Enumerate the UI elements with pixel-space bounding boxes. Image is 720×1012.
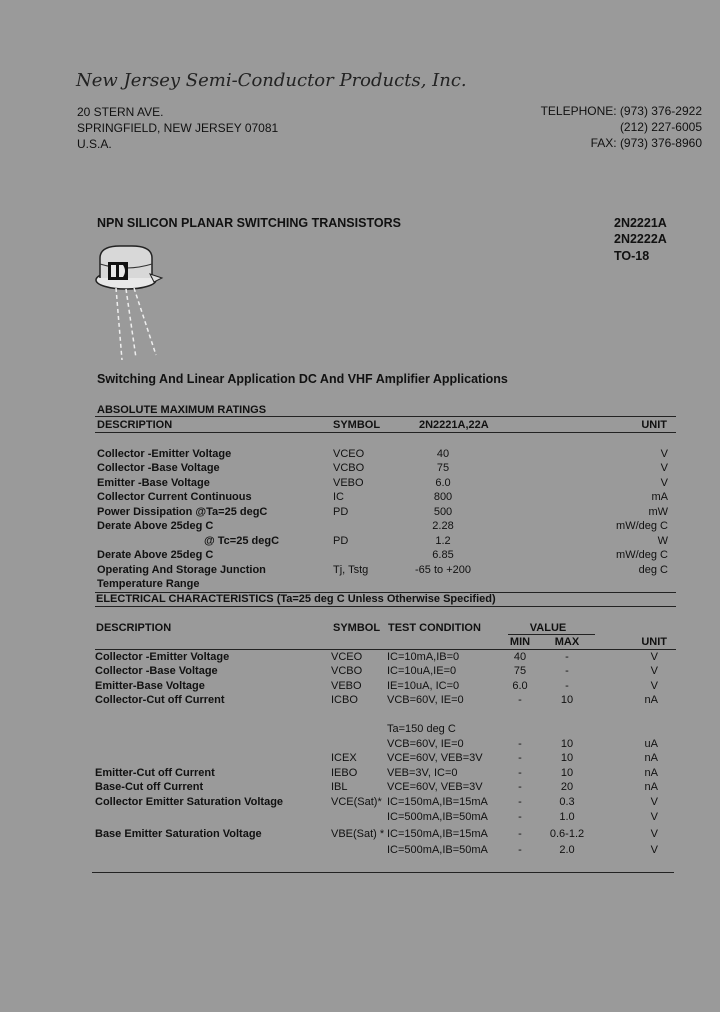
divider [92, 872, 674, 873]
row-test-condition: VCB=60V, IE=0 [387, 738, 464, 750]
product-title: NPN SILICON PLANAR SWITCHING TRANSISTORS [97, 216, 401, 230]
telephone-2: (212) 227-6005 [619, 120, 702, 134]
row-unit: nA [644, 694, 658, 706]
row-symbol: IEBO [331, 767, 358, 779]
row-value: 6.85 [432, 549, 454, 561]
row-value: 75 [436, 462, 450, 474]
row-unit: uA [644, 738, 658, 750]
row-description: Collector Current Continuous [97, 491, 252, 503]
package-type: TO-18 [614, 249, 650, 263]
divider [95, 416, 676, 417]
elec-header-symbol: SYMBOL [333, 622, 381, 634]
row-symbol: ICEX [331, 752, 357, 764]
abs-max-section-title: ABSOLUTE MAXIMUM RATINGS [97, 404, 267, 416]
elec-header-value: VALUE [529, 622, 567, 634]
row-description: Temperature Range [97, 578, 200, 590]
row-unit: V [650, 796, 658, 808]
row-min: 75 [513, 665, 527, 677]
row-symbol: IC [333, 491, 344, 503]
transistor-package-icon [92, 240, 172, 365]
telephone-1: TELEPHONE: (973) 376-2922 [540, 104, 702, 118]
row-value: 2.28 [432, 520, 454, 532]
elec-header-test: TEST CONDITION [388, 622, 481, 634]
address-line-3: U.S.A. [77, 137, 112, 151]
row-unit: V [650, 680, 658, 692]
row-description: Collector Emitter Saturation Voltage [95, 796, 284, 808]
abs-header-symbol: SYMBOL [333, 419, 381, 431]
abs-header-value: 2N2221A,22A [419, 419, 489, 431]
row-test-condition: VCE=60V, VEB=3V [387, 781, 483, 793]
row-max: - [565, 665, 569, 677]
row-description: Operating And Storage Junction [97, 564, 266, 576]
row-symbol: Tj, Tstg [333, 564, 369, 576]
row-description: Base Emitter Saturation Voltage [95, 828, 262, 840]
divider [95, 606, 676, 607]
row-max: 10 [560, 738, 574, 750]
elec-header-min: MIN [509, 636, 531, 648]
row-unit: V [650, 828, 658, 840]
elec-header-description: DESCRIPTION [96, 622, 172, 634]
row-min: - [518, 828, 522, 840]
row-symbol: PD [333, 506, 349, 518]
fax: FAX: (973) 376-8960 [590, 136, 702, 150]
row-value: 1.2 [435, 535, 451, 547]
row-test-condition: IC=10mA,IB=0 [387, 651, 460, 663]
row-description: Base-Cut off Current [95, 781, 204, 793]
row-symbol: VCBO [331, 665, 363, 677]
row-max: 10 [560, 767, 574, 779]
divider [508, 634, 595, 635]
row-min: - [518, 767, 522, 779]
row-max: 0.3 [559, 796, 575, 808]
row-test-condition: IE=10uA, IC=0 [387, 680, 460, 692]
row-test-condition: IC=10uA,IE=0 [387, 665, 457, 677]
row-max: 1.0 [559, 811, 575, 823]
row-symbol: ICBO [331, 694, 358, 706]
abs-header-description: DESCRIPTION [97, 419, 173, 431]
row-test-condition: IC=150mA,IB=15mA [387, 828, 488, 840]
row-symbol: VEBO [331, 680, 362, 692]
row-symbol: VCEO [331, 651, 363, 663]
elec-header-max: MAX [554, 636, 580, 648]
row-description: Collector -Emitter Voltage [97, 448, 232, 460]
row-symbol: IBL [331, 781, 348, 793]
row-value: 40 [436, 448, 450, 460]
row-symbol: VCE(Sat)* [331, 796, 382, 808]
row-symbol: VEBO [333, 477, 364, 489]
row-description: Collector -Emitter Voltage [95, 651, 230, 663]
row-min: - [518, 738, 522, 750]
address-line-1: 20 STERN AVE. [77, 105, 164, 119]
row-unit: mW/deg C [616, 549, 668, 561]
row-min: - [518, 752, 522, 764]
row-min: - [518, 811, 522, 823]
row-test-condition: IC=150mA,IB=15mA [387, 796, 488, 808]
row-symbol: VBE(Sat) * [331, 828, 385, 840]
part-number-1: 2N2221A [614, 216, 667, 230]
row-unit: nA [644, 781, 658, 793]
row-max: 10 [560, 752, 574, 764]
row-min: - [518, 844, 522, 856]
company-name: New Jersey Semi-Conductor Products, Inc. [76, 70, 467, 91]
row-unit: V [660, 462, 668, 474]
row-unit: V [650, 665, 658, 677]
row-unit: V [660, 477, 668, 489]
row-value: 500 [433, 506, 453, 518]
row-test-condition: VCE=60V, VEB=3V [387, 752, 483, 764]
product-subtitle: Switching And Linear Application DC And VHF Amplifier Applications [97, 372, 508, 386]
row-unit: V [650, 651, 658, 663]
row-max: 0.6-1.2 [549, 828, 585, 840]
row-min: - [518, 781, 522, 793]
row-test-condition: VEB=3V, IC=0 [387, 767, 458, 779]
row-min: - [518, 694, 522, 706]
row-description: Collector -Base Voltage [95, 665, 218, 677]
row-test-condition: Ta=150 deg C [387, 723, 456, 735]
row-test-condition: IC=500mA,IB=50mA [387, 811, 488, 823]
row-unit: V [650, 811, 658, 823]
row-unit: nA [644, 767, 658, 779]
row-unit: mA [651, 491, 668, 503]
row-unit: V [650, 844, 658, 856]
row-min: 40 [513, 651, 527, 663]
row-description: Collector -Base Voltage [97, 462, 220, 474]
part-number-2: 2N2222A [614, 232, 667, 246]
row-description: Collector-Cut off Current [95, 694, 225, 706]
row-symbol: VCBO [333, 462, 365, 474]
address-line-2: SPRINGFIELD, NEW JERSEY 07081 [77, 121, 279, 135]
row-unit: V [660, 448, 668, 460]
row-test-condition: IC=500mA,IB=50mA [387, 844, 488, 856]
divider [95, 649, 676, 650]
row-max: - [565, 651, 569, 663]
row-max: 10 [560, 694, 574, 706]
row-unit: deg C [638, 564, 668, 576]
row-value: 6.0 [435, 477, 451, 489]
row-unit: mW [648, 506, 668, 518]
row-test-condition: VCB=60V, IE=0 [387, 694, 464, 706]
row-min: 6.0 [512, 680, 528, 692]
row-symbol: VCEO [333, 448, 365, 460]
row-description: Emitter -Base Voltage [97, 477, 210, 489]
row-min: - [518, 796, 522, 808]
row-description: Emitter-Base Voltage [95, 680, 205, 692]
divider [95, 432, 676, 433]
row-description: Derate Above 25deg C [97, 520, 214, 532]
row-description: Emitter-Cut off Current [95, 767, 215, 779]
elec-section-title: ELECTRICAL CHARACTERISTICS (Ta=25 deg C Unless Otherwise Specified) [96, 593, 496, 605]
row-unit: W [657, 535, 668, 547]
row-description: Power Dissipation @Ta=25 degC [97, 506, 268, 518]
row-max: 2.0 [559, 844, 575, 856]
elec-header-unit: UNIT [641, 636, 667, 648]
row-max: 20 [560, 781, 574, 793]
row-value: -65 to +200 [415, 564, 471, 576]
row-max: - [565, 680, 569, 692]
row-description: @ Tc=25 degC [204, 535, 280, 547]
row-unit: nA [644, 752, 658, 764]
row-value: 800 [433, 491, 453, 503]
row-unit: mW/deg C [616, 520, 668, 532]
row-description: Derate Above 25deg C [97, 549, 214, 561]
abs-header-unit: UNIT [641, 419, 667, 431]
row-symbol: PD [333, 535, 349, 547]
